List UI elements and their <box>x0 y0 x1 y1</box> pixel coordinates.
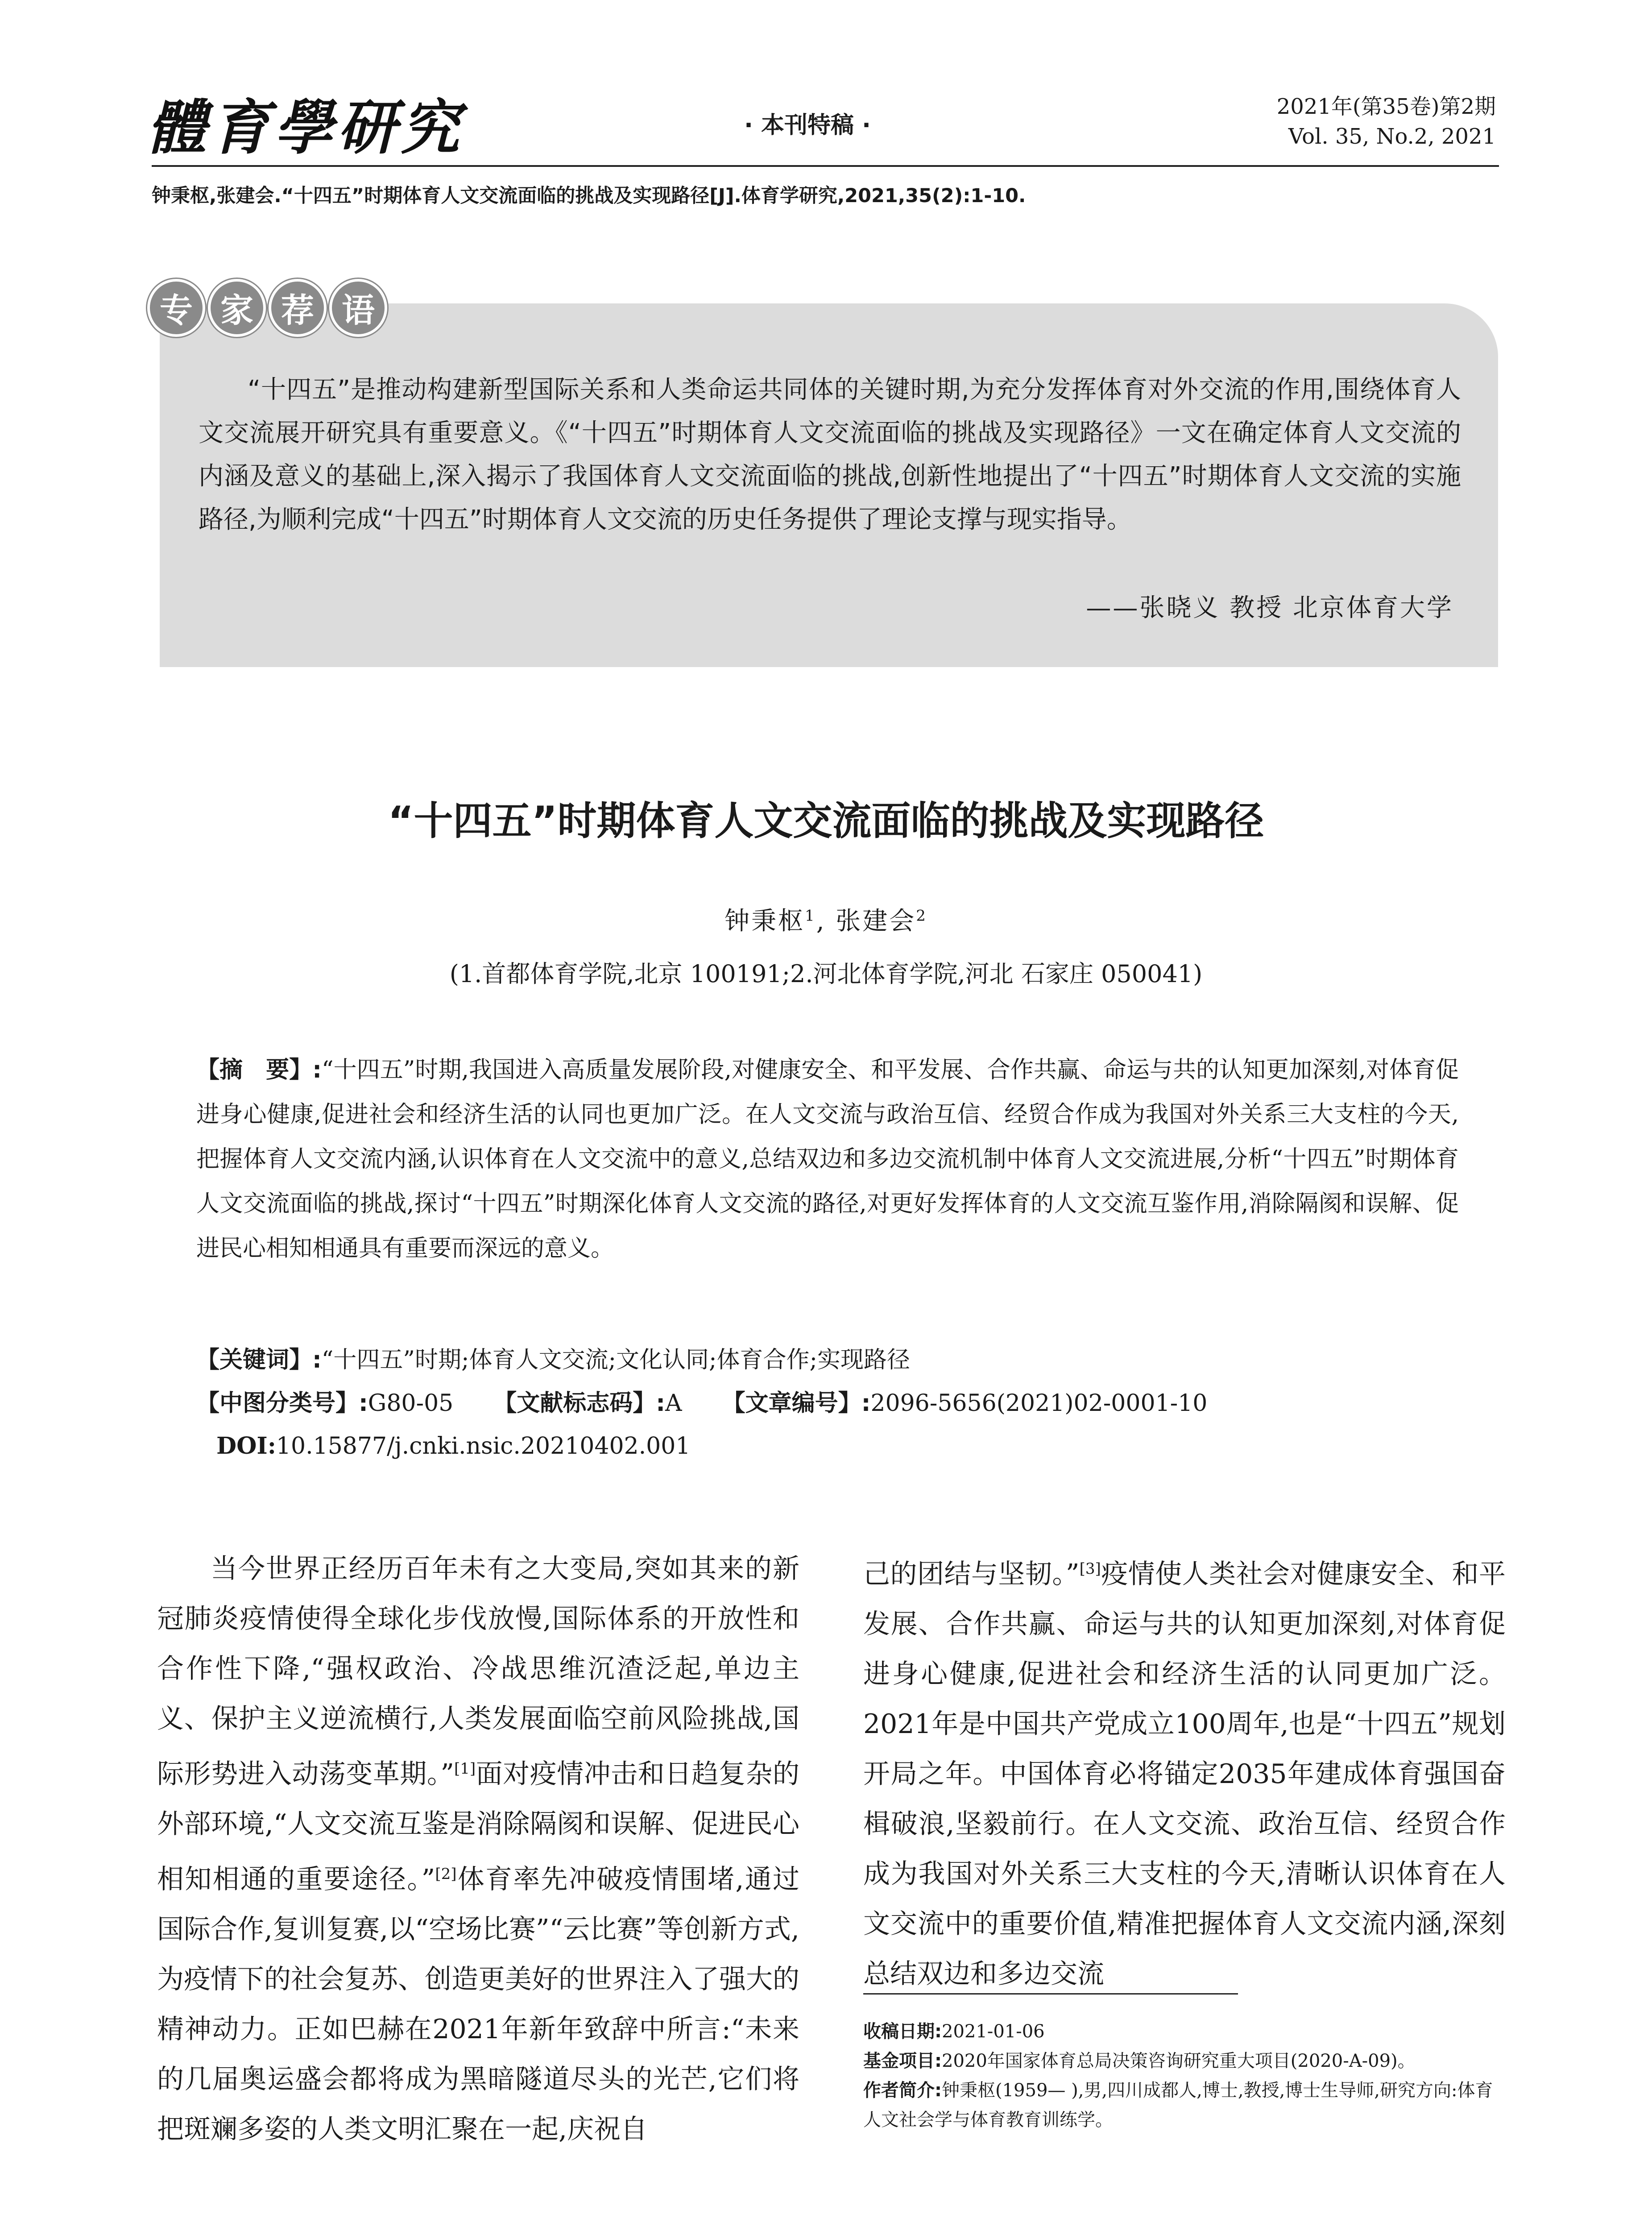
expert-text: “十四五”是推动构建新型国际关系和人类命运共同体的关键时期,为充分发挥体育对外交流的作用,围绕体育人文交流展开研究具有重要意义。《“十四五”时期体育人文交流面临的挑战及实现路径》一文在确定体育人文交流的内涵及意义的基础上,深入揭示了我国体育人文交流面临的挑战,创新性地提出了“十四五”时期体育人文交流的实施路径,为顺利完成“十四五”时期体育人文交流的历史任务提供了理论支撑与现实指导。 <box>199 375 1461 534</box>
author-name: 钟秉枢 <box>725 907 805 936</box>
doi-line <box>216 1425 690 1468</box>
abstract-label: 【摘 要】: <box>196 1057 322 1083</box>
footnote-author <box>863 2076 1506 2135</box>
reference-mark[interactable]: [2] <box>435 1865 457 1883</box>
author-bio-label: 作者简介: <box>863 2080 942 2101</box>
doccode-label: 【文献标志码】: <box>493 1390 666 1417</box>
doccode-value: A <box>665 1390 682 1417</box>
received-date: 2021-01-06 <box>942 2021 1045 2042</box>
footnotes <box>863 2017 1506 2135</box>
footnote-fund <box>863 2046 1506 2076</box>
footnote-received <box>863 2017 1506 2046</box>
clc-label: 【中图分类号】: <box>196 1390 368 1417</box>
body-column-right <box>863 1544 1506 1999</box>
abstract-text: “十四五”时期,我国进入高质量发展阶段,对健康安全、和平发展、合作共赢、命运与共的认知更加深刻,对体育促进身心健康,促进社会和经济生活的认同也更加广泛。在人文交流与政治互信、经贸合作成为我国对外关系三大支柱的今天,把握体育人文交流内涵,认识体育在人文交流中的意义,总结双边和多边交流机制中体育人文交流进展,分析“十四五”时期体育人文交流面临的挑战,探讨“十四五”时期深化体育人文交流的路径,对更好发挥体育的人文交流互鉴作用,消除隔阂和误解、促进民心相知相通具有重要而深远的意义。 <box>196 1057 1459 1262</box>
author-affil-mark: 2 <box>916 907 927 925</box>
issue-info-en: Vol. 35, No.2, 2021 <box>1288 124 1496 149</box>
reference-mark[interactable]: [3] <box>1079 1560 1101 1578</box>
expert-badge: 家 <box>208 279 266 337</box>
author-bio-text: 钟秉枢(1959— ),男,四川成都人,博士,教授,博士生导师,研究方向:体育人文社会学与体育教育训练学。 <box>863 2080 1493 2130</box>
body-text: 当今世界正经历百年未有之大变局,突如其来的新冠肺炎疫情使得全球化步伐放慢,国际体系的开放性和合作性下降,“强权政治、冷战思维沉渣泛起,单边主义、保护主义逆流横行,人类发展面临空前风险挑战,国际形势进入动荡变革期。” <box>157 1553 799 1790</box>
keywords <box>196 1339 1459 1381</box>
reference-mark[interactable]: [1] <box>454 1760 476 1778</box>
author-separator: , <box>816 907 836 936</box>
doi-label: DOI: <box>216 1432 276 1460</box>
abstract <box>196 1048 1459 1271</box>
expert-badge: 语 <box>329 279 387 337</box>
body-text: 面对疫情冲击和日趋复杂的外部环境,“人文交流互鉴是消除隔阂和误解、促进民心相知相通的重要途径。” <box>157 1758 799 1895</box>
received-label: 收稿日期: <box>863 2021 942 2042</box>
clc-value: G80-05 <box>368 1390 454 1417</box>
author-name: 张建会 <box>836 907 916 936</box>
expert-badge: 荐 <box>269 279 327 337</box>
classification-line <box>196 1382 1459 1425</box>
article-number-value: 2096-5656(2021)02-0001-10 <box>870 1390 1208 1417</box>
article-number-label: 【文章编号】: <box>722 1390 871 1417</box>
citation-line: 钟秉枢,张建会.“十四五”时期体育人文交流面临的挑战及实现路径[J].体育学研究,2021,35(2):1-10. <box>152 185 1026 207</box>
keywords-text: “十四五”时期;体育人文交流;文化认同;体育合作;实现路径 <box>321 1347 911 1373</box>
body-column-left <box>157 1544 799 2154</box>
doi-value[interactable]: 10.15877/j.cnki.nsic.20210402.001 <box>276 1433 691 1460</box>
expert-badge-row <box>147 279 387 337</box>
expert-signature: ——张晓义 教授 北京体育大学 <box>1086 593 1453 622</box>
article-authors <box>0 901 1652 937</box>
author-affil-mark: 1 <box>805 907 816 925</box>
fund-text: 2020年国家体育总局决策咨询研究重大项目(2020-A-09)。 <box>942 2051 1416 2071</box>
article-title: “十四五”时期体育人文交流面临的挑战及实现路径 <box>388 798 1264 844</box>
footnote-rule <box>863 1993 1238 1995</box>
fund-label: 基金项目: <box>863 2051 942 2071</box>
issue-info-cn: 2021年(第35卷)第2期 <box>1276 94 1496 119</box>
special-article-label: · 本刊特稿 · <box>744 112 871 139</box>
header-rule <box>152 165 1499 167</box>
body-text: 体育率先冲破疫情围堵,通过国际合作,复训复赛,以“空场比赛”“云比赛”等创新方式,为疫情下的社会复苏、创造更美好的世界注入了强大的精神动力。正如巴赫在2021年新年致辞中所言:“未来的几届奥运盛会都将成为黑暗隧道尽头的光芒,它们将把斑斓多姿的人类文明汇聚在一起,庆祝自 <box>157 1864 799 2145</box>
journal-logo: 體育學研究 <box>147 93 464 162</box>
keywords-label: 【关键词】: <box>196 1347 322 1373</box>
author-affiliations: (1.首都体育学院,北京 100191;2.河北体育学院,河北 石家庄 050041) <box>449 960 1203 988</box>
expert-badge: 专 <box>147 279 205 337</box>
body-text: 己的团结与坚韧。” <box>863 1559 1080 1590</box>
body-text: 疫情使人类社会对健康安全、和平发展、合作共赢、命运与共的认知更加深刻,对体育促进身心健康,促进社会和经济生活的认同更加广泛。2021年是中国共产党成立100周年,也是“十四五”规划开局之年。中国体育必将锚定2035年建成体育强国奋楫破浪,坚毅前行。在人文交流、政治互信、经贸合作成为我国对外关系三大支柱的今天,清晰认识体育在人文交流中的重要价值,精准把握体育人文交流内涵,深刻总结双边和多边交流 <box>863 1559 1506 1990</box>
